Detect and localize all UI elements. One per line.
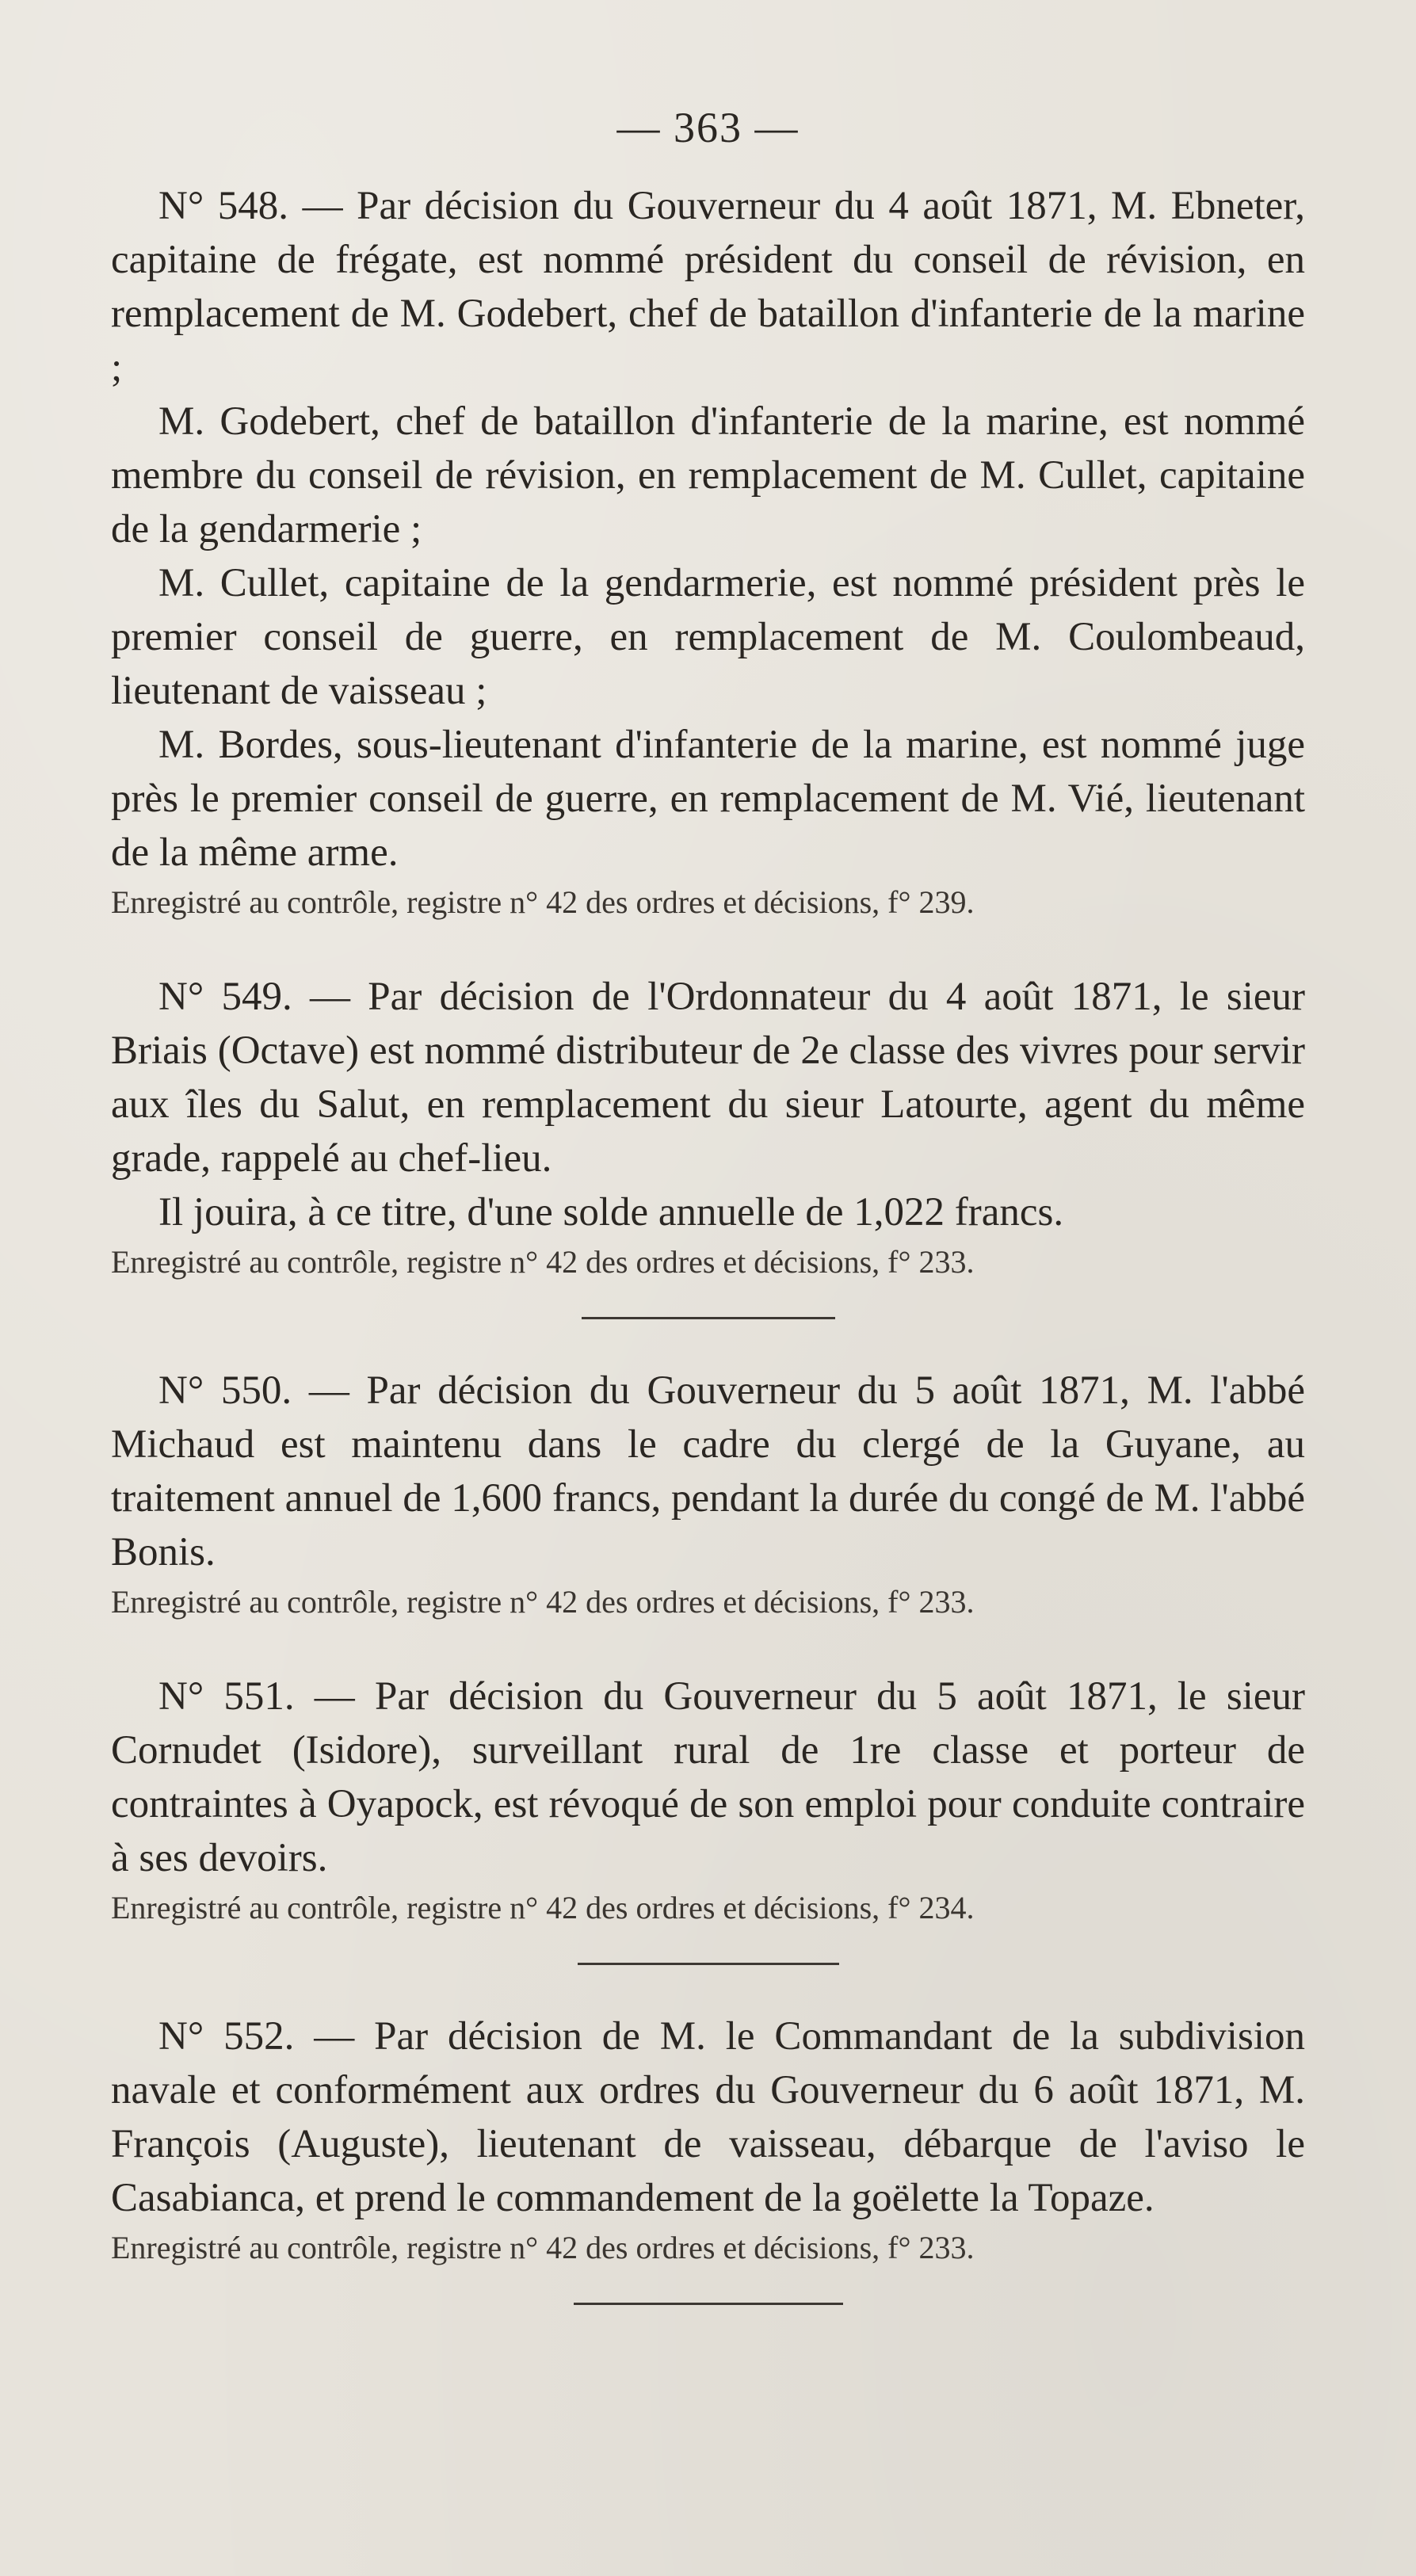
entry-paragraph: M. Godebert, chef de bataillon d'infanterie de la marine, est nommé membre du conseil de révision, en remplacement de M. Cullet, capitaine de la gendarmerie ; [111, 399, 1305, 551]
entry-550 [111, 1364, 1305, 1625]
separator-rule [578, 1963, 839, 1965]
entry-paragraph: N° 550. — Par décision du Gouverneur du 5 août 1871, M. l'abbé Michaud est maintenu dans le cadre du clergé de la Guyane, au traitement annuel de 1,600 francs, pendant la durée du congé de M. l'abbé Bonis. [111, 1368, 1305, 1574]
entry-paragraph: N° 551. — Par décision du Gouverneur du 5 août 1871, le sieur Cornudet (Isidore), surveillant rural de 1re classe et porteur de contraintes à Oyapock, est révoqué de son emploi pour conduite contraire à ses devoirs. [111, 1674, 1305, 1880]
entry-552 [111, 2009, 1305, 2271]
separator-rule [574, 2303, 843, 2305]
separator-rule [582, 1317, 835, 1319]
registration-note: Enregistré au contrôle, registre n° 42 des ordres et décisions, f° 233. [111, 1584, 975, 1620]
registration-note: Enregistré au contrôle, registre n° 42 des ordres et décisions, f° 239. [111, 884, 975, 920]
spacer [111, 925, 1305, 970]
registration-note: Enregistré au contrôle, registre n° 42 des ordres et décisions, f° 233. [111, 1244, 975, 1280]
entry-paragraph: N° 552. — Par décision de M. le Commandant de la subdivision navale et conformément aux ordres du Gouverneur du 6 août 1871, M. François (Auguste), lieutenant de vaisseau, débarque de l'aviso le Casabianca, et prend le commandement de la goëlette la Topaze. [111, 2014, 1305, 2220]
registration-note: Enregistré au contrôle, registre n° 42 des ordres et décisions, f° 234. [111, 1890, 975, 1925]
entry-549 [111, 970, 1305, 1285]
entry-paragraph: M. Bordes, sous-lieutenant d'infanterie de la marine, est nommé juge près le premier conseil de guerre, en remplacement de M. Vié, lieutenant de la même arme. [111, 723, 1305, 875]
spacer [111, 1625, 1305, 1670]
entry-551 [111, 1670, 1305, 1931]
page-number: — 363 — [616, 104, 800, 151]
registration-note: Enregistré au contrôle, registre n° 42 des ordres et décisions, f° 233. [111, 2230, 975, 2265]
entry-paragraph: N° 549. — Par décision de l'Ordonnateur du 4 août 1871, le sieur Briais (Octave) est nommé distributeur de 2e classe des vivres pour servir aux îles du Salut, en remplacement du sieur Latourte, agent du même grade, rappelé au chef-lieu. [111, 975, 1305, 1181]
entry-paragraph: Il jouira, à ce titre, d'une solde annuelle de 1,022 francs. [158, 1190, 1064, 1235]
entry-paragraph: M. Cullet, capitaine de la gendarmerie, est nommé président près le premier conseil de guerre, en remplacement de M. Coulombeaud, lieutenant de vaisseau ; [111, 561, 1305, 713]
entry-548 [111, 179, 1305, 925]
entry-paragraph: N° 548. — Par décision du Gouverneur du 4 août 1871, M. Ebneter, capitaine de frégate, est nommé président du conseil de révision, en remplacement de M. Godebert, chef de bataillon d'infanterie de la marine ; [111, 184, 1305, 390]
